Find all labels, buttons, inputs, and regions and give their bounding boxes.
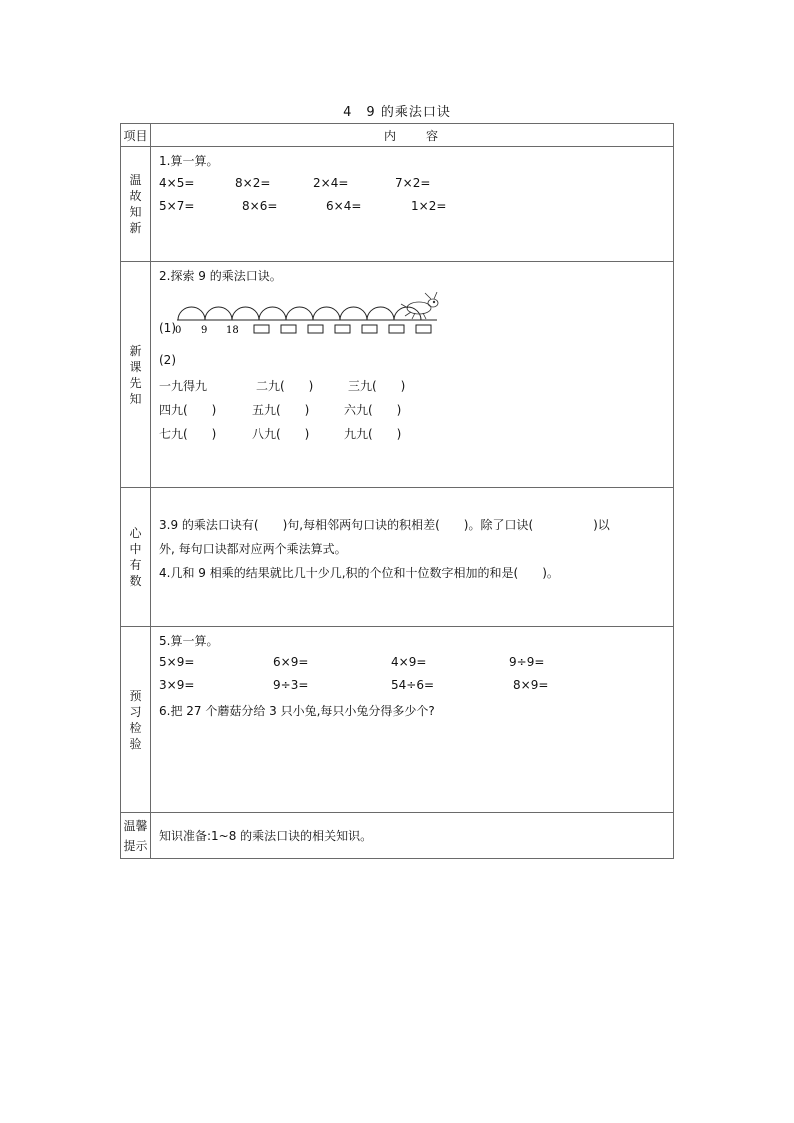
answer-box[interactable] — [362, 325, 377, 333]
rhyme-item[interactable]: 四九( ) — [159, 403, 217, 417]
answer-boxes — [254, 325, 431, 333]
q5-title: 5.算一算。 — [159, 634, 219, 648]
q5-item: 5×9= — [159, 655, 195, 669]
tip-text: 知识准备:1~8 的乘法口诀的相关知识。 — [159, 829, 373, 843]
answer-box[interactable] — [389, 325, 404, 333]
jump-arc — [232, 307, 259, 320]
check-row — [121, 627, 674, 813]
q1-item: 1×2= — [411, 199, 447, 213]
q3-text: 3.9 的乘法口诀有( )句,每相邻两句口诀的积相差( )。除了口诀( )以 — [159, 518, 610, 532]
rhyme-item[interactable]: 三九( ) — [348, 379, 406, 393]
rhyme-item[interactable]: 九九( ) — [344, 427, 402, 441]
rhyme-item[interactable]: 七九( ) — [159, 427, 217, 441]
tip-content — [151, 813, 674, 859]
tip-label-line2: 提示 — [123, 838, 148, 853]
mind-label-cell — [121, 488, 151, 627]
jump-arc — [367, 307, 394, 320]
tick-label-18: 18 — [226, 325, 239, 336]
q5-item: 54÷6= — [391, 678, 435, 692]
preview-row — [121, 262, 674, 488]
review-content — [151, 147, 674, 262]
number-line-figure — [175, 292, 447, 340]
review-label: 温故知新 — [129, 173, 142, 235]
q5-item: 9÷9= — [509, 655, 545, 669]
jump-arc — [178, 307, 205, 320]
mind-row — [121, 488, 674, 627]
part2-label: (2) — [159, 353, 176, 367]
header-row — [121, 124, 674, 147]
jump-arc — [313, 307, 340, 320]
mind-content — [151, 488, 674, 627]
q5-item: 6×9= — [273, 655, 309, 669]
review-label-cell — [121, 147, 151, 262]
preview-label: 新课先知 — [129, 343, 142, 406]
answer-box[interactable] — [254, 325, 269, 333]
jump-arc — [205, 307, 232, 320]
q2-title: 2.探索 9 的乘法口诀。 — [159, 269, 282, 283]
answer-box[interactable] — [416, 325, 431, 333]
q1-item: 8×6= — [242, 199, 278, 213]
header-content-label: 内 容 — [383, 128, 440, 143]
tick-label-9: 9 — [201, 325, 208, 336]
jump-arc — [340, 307, 367, 320]
q5-item: 4×9= — [391, 655, 427, 669]
answer-box[interactable] — [308, 325, 323, 333]
q4-text: 4.几和 9 相乘的结果就比几十少几,积的个位和十位数字相加的和是( )。 — [159, 566, 559, 580]
q3-text-cont: 外, 每句口诀都对应两个乘法算式。 — [159, 542, 347, 556]
jump-arc — [286, 307, 313, 320]
q1-item: 7×2= — [395, 176, 431, 190]
preview-label-cell — [121, 262, 151, 488]
rhyme-item[interactable]: 二九( ) — [256, 379, 314, 393]
answer-box[interactable] — [281, 325, 296, 333]
page-title: 4 9 的乘法口诀 — [343, 105, 451, 120]
q5-item: 9÷3= — [273, 678, 309, 692]
q1-item: 8×2= — [235, 176, 271, 190]
check-label-cell — [121, 627, 151, 813]
q1-item: 6×4= — [326, 199, 362, 213]
rhyme-item[interactable]: 六九( ) — [344, 403, 402, 417]
rhyme-item[interactable]: 八九( ) — [252, 427, 310, 441]
mind-label: 心中有数 — [129, 526, 142, 588]
number-line-arcs — [178, 307, 421, 320]
jump-arc — [259, 307, 286, 320]
q5-item: 3×9= — [159, 678, 195, 692]
check-label: 预习检验 — [129, 688, 142, 751]
tip-label-line1: 温馨 — [123, 818, 148, 833]
review-row — [121, 147, 674, 262]
tip-row — [121, 813, 674, 859]
worksheet-table — [120, 123, 674, 859]
header-content-col — [151, 124, 674, 147]
rhyme-item[interactable]: 五九( ) — [252, 403, 310, 417]
part1-label: (1) — [159, 321, 176, 335]
q5-item: 8×9= — [513, 678, 549, 692]
tip-label-cell — [121, 813, 151, 859]
q1-item: 5×7= — [159, 199, 195, 213]
q1-item: 4×5= — [159, 176, 195, 190]
q1-item: 2×4= — [313, 176, 349, 190]
check-content — [151, 627, 674, 813]
preview-content — [151, 262, 674, 488]
tick-label-0: 0 — [175, 325, 182, 336]
answer-box[interactable] — [335, 325, 350, 333]
q1-title: 1.算一算。 — [159, 154, 219, 168]
header-item-col — [121, 124, 151, 147]
rhyme-item: 一九得九 — [159, 379, 208, 393]
q6-text: 6.把 27 个蘑菇分给 3 只小兔,每只小兔分得多少个? — [159, 704, 435, 718]
header-item-label: 项目 — [123, 128, 148, 143]
